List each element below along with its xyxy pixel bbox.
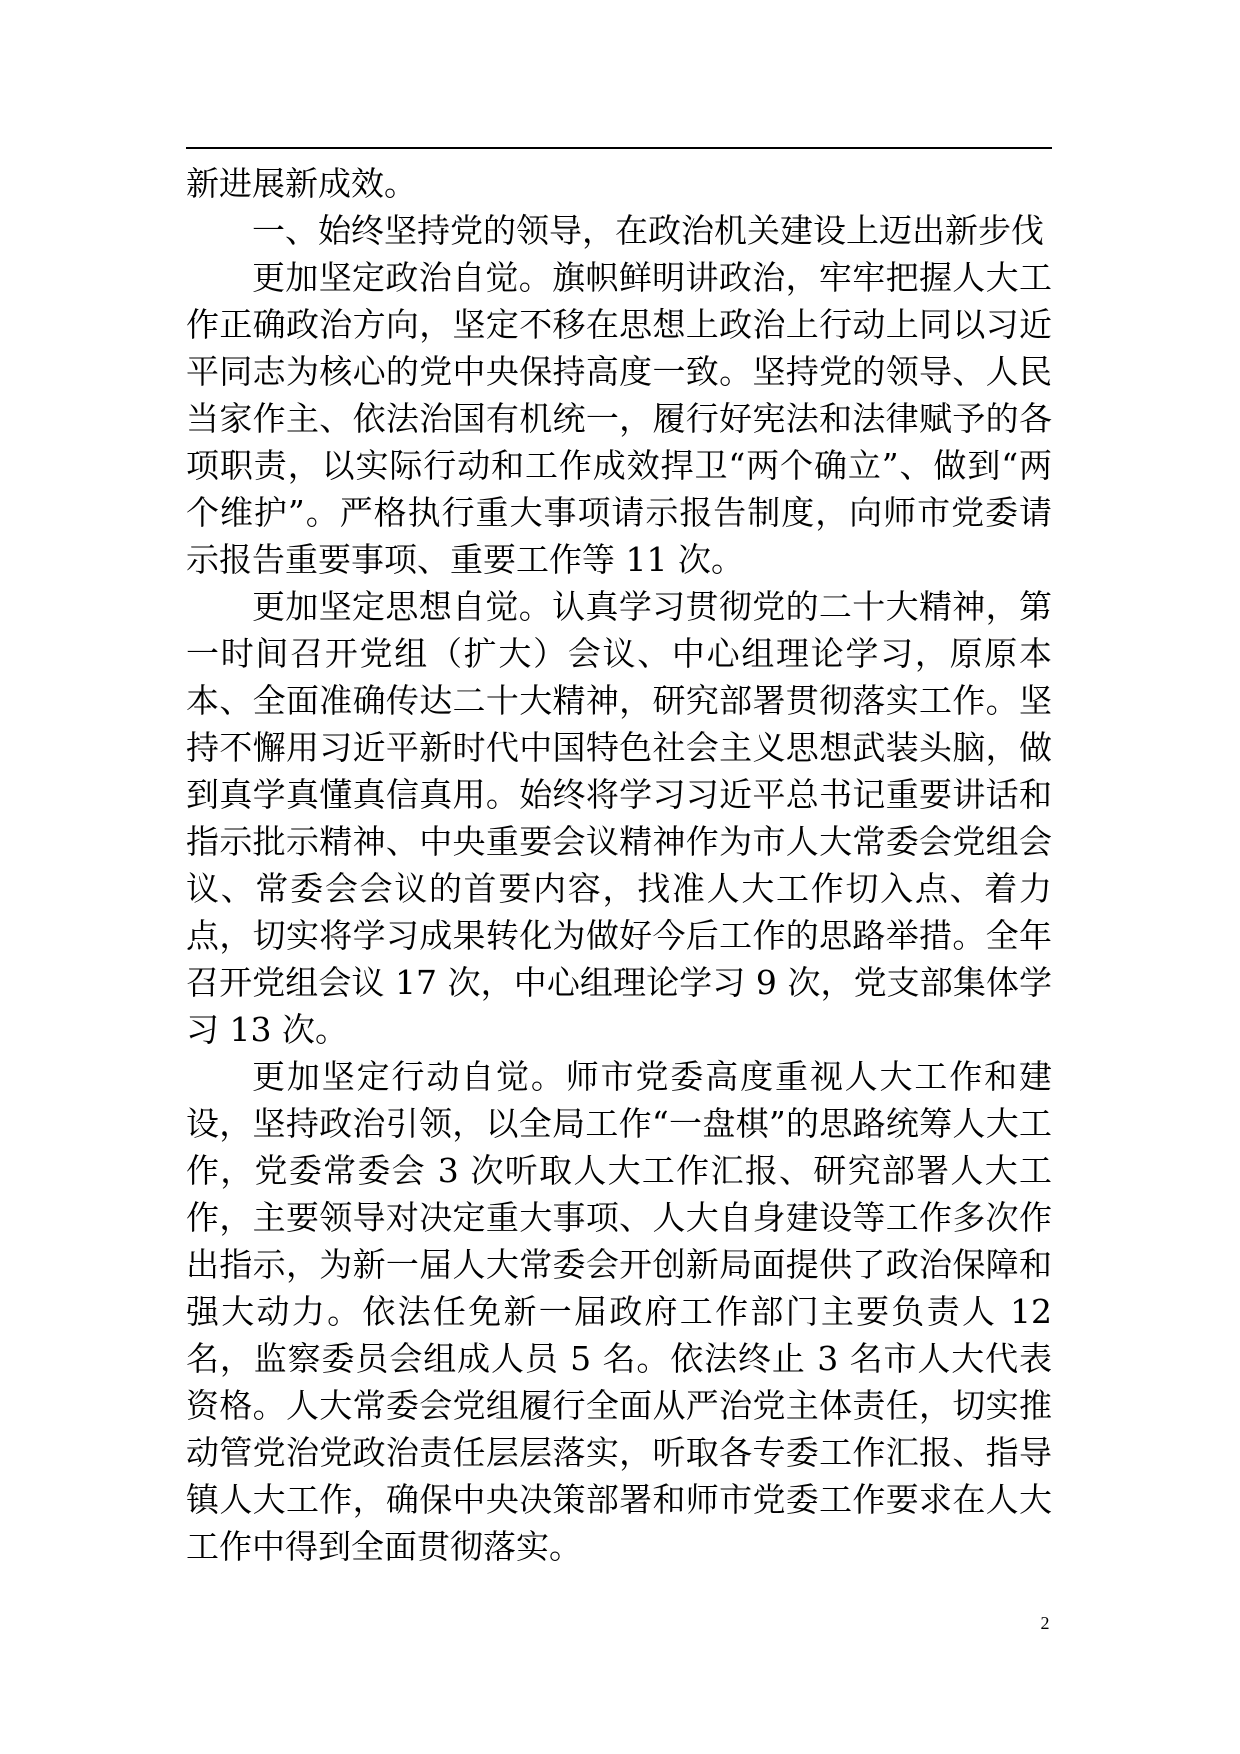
paragraph-action-consciousness: 更加坚定行动自觉。师市党委高度重视人大工作和建设，坚持政治引领，以全局工作“一盘棋”的思路统筹人大工作，党委常委会 3 次听取人大工作汇报、研究部署人大工作，主要领导对决定重大事项、人大自身建设等工作多次作出指示，为新一届人大常委会开创新局面提供了政治保障和强大动力。依法任免新一届政府工作部门主要负责人 12 名，监察委员会组成人员 5 名。依法终止 3 名市人大代表资格。人大常委会党组履行全面从严治党主体责任，切实推动管党治党政治责任层层落实，听取各专委工作汇报、指导镇人大工作，确保中央决策部署和师市党委工作要求在人大工作中得到全面贯彻落实。 [186,1057,1052,1566]
paragraph-political-consciousness: 更加坚定政治自觉。旗帜鲜明讲政治，牢牢把握人大工作正确政治方向，坚定不移在思想上政治上行动上同以习近平同志为核心的党中央保持高度一致。坚持党的领导、人民当家作主、依法治国有机统一，履行好宪法和法律赋予的各项职责，以实际行动和工作成效捍卫“两个确立”、做到“两个维护”。严格执行重大事项请示报告制度，向师市党委请示报告重要事项、重要工作等 11 次。 [186,258,1052,579]
document-body [186,160,1052,1570]
header-rule [186,147,1052,149]
paragraph-ideological-consciousness: 更加坚定思想自觉。认真学习贯彻党的二十大精神，第一时间召开党组（扩大）会议、中心组理论学习，原原本本、全面准确传达二十大精神，研究部署贯彻落实工作。坚持不懈用习近平新时代中国特色社会主义思想武装头脑，做到真学真懂真信真用。始终将学习习近平总书记重要讲话和指示批示精神、中央重要会议精神作为市人大常委会党组会议、常委会会议的首要内容，找准人大工作切入点、着力点，切实将学习成果转化为做好今后工作的思路举措。全年召开党组会议 17 次，中心组理论学习 9 次，党支部集体学习 13 次。 [186,587,1052,1049]
section-heading: 一、始终坚持党的领导，在政治机关建设上迈出新步伐 [252,211,1044,250]
paragraph-continuation: 新进展新成效。 [186,164,417,203]
page-number: 2 [1040,1613,1050,1633]
